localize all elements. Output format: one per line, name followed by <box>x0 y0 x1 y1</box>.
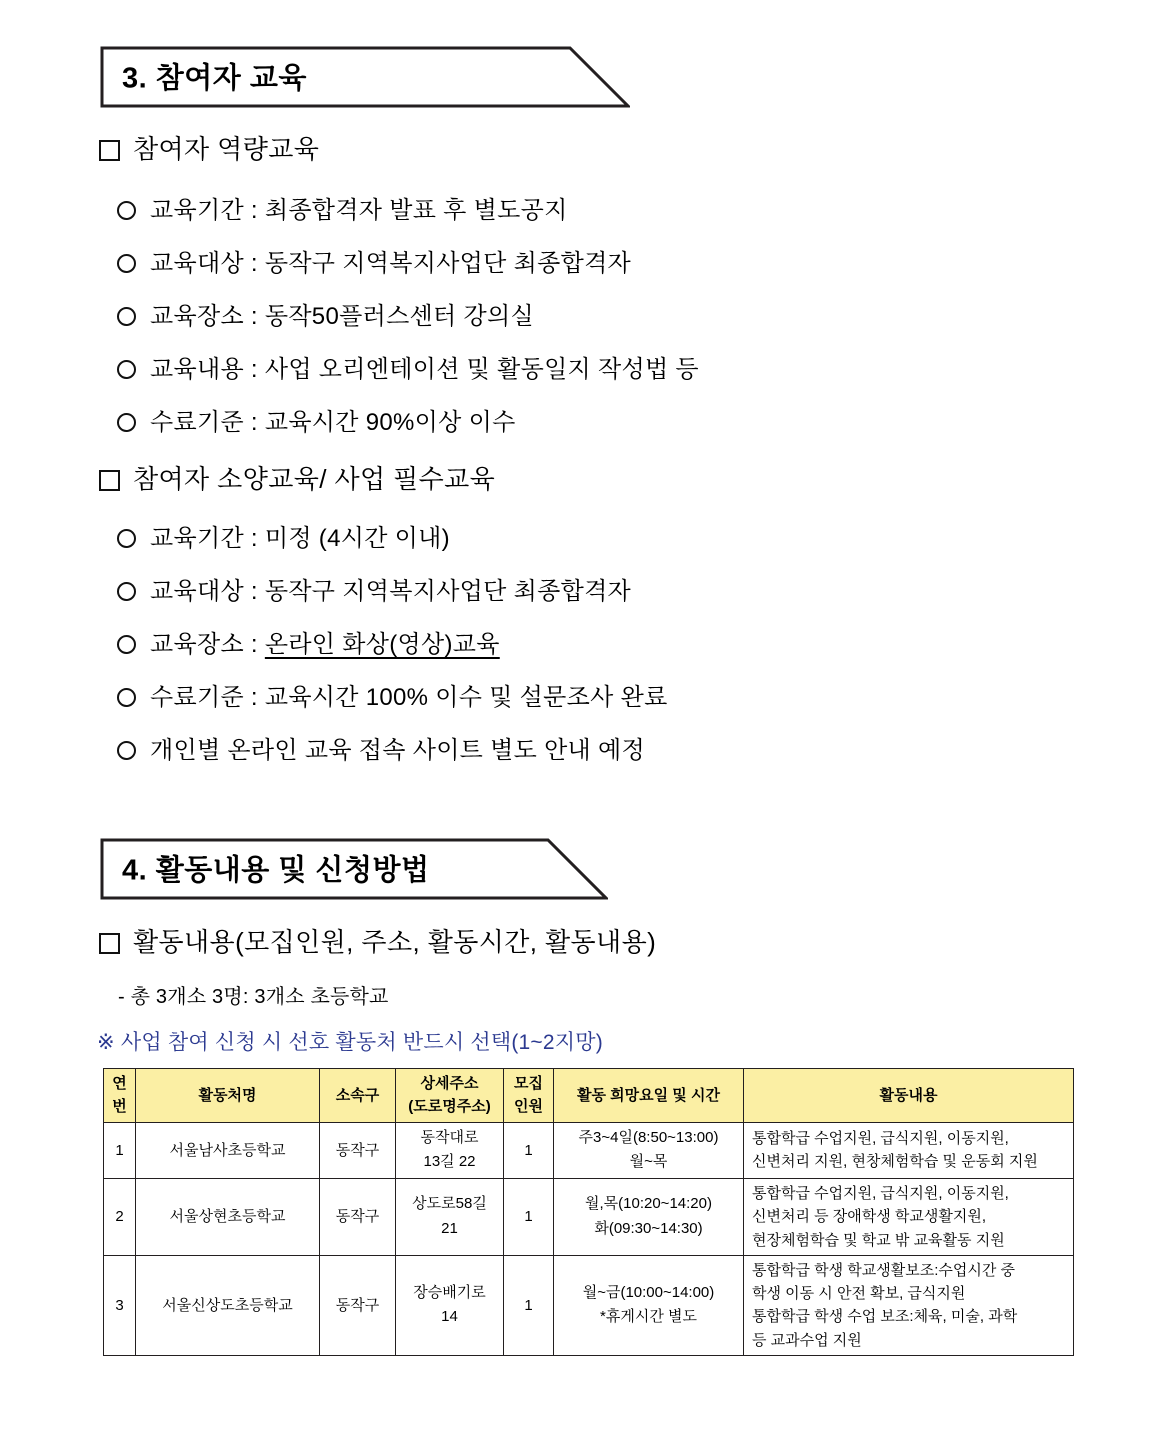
cell-schedule: 월,목(10:20~14:20) 화(09:30~14:30) <box>554 1179 744 1256</box>
cell-recruit-count: 1 <box>504 1122 554 1179</box>
list-item <box>117 518 450 553</box>
list-item <box>117 296 534 331</box>
list-item <box>117 730 645 765</box>
list-item-label: 교육기간 : 미정 (4시간 이내) <box>150 525 450 552</box>
subsection-heading-label: 활동내용(모집인원, 주소, 활동시간, 활동내용) <box>133 927 657 957</box>
cell-recruit-count: 1 <box>504 1255 554 1355</box>
list-item-label: 교육기간 : 최종합격자 발표 후 별도공지 <box>150 197 568 224</box>
column-header-recruit-count: 모집 인원 <box>504 1069 554 1123</box>
circle-bullet-icon <box>117 254 136 273</box>
section-title-4: 4. 활동내용 및 신청방법 <box>122 854 430 887</box>
list-item <box>117 243 631 278</box>
list-item-training-location <box>117 624 500 659</box>
list-item <box>117 190 568 225</box>
cell-no: 1 <box>104 1122 136 1179</box>
table-header-row <box>104 1069 1074 1123</box>
circle-bullet-icon <box>117 413 136 432</box>
list-item-label: 교육내용 : 사업 오리엔테이션 및 활동일지 작성법 등 <box>150 356 699 383</box>
circle-bullet-icon <box>117 741 136 760</box>
activity-summary-note: - 총 3개소 3명: 3개소 초등학교 <box>118 986 389 1008</box>
list-item <box>117 677 668 712</box>
cell-schedule: 월~금(10:00~14:00) *휴게시간 별도 <box>554 1255 744 1355</box>
list-item-label: 교육대상 : 동작구 지역복지사업단 최종합격자 <box>150 250 632 277</box>
square-bullet-icon <box>99 933 120 954</box>
list-item-label: 수료기준 : 교육시간 100% 이수 및 설문조사 완료 <box>150 684 668 711</box>
cell-address: 장승배기로 14 <box>396 1255 504 1355</box>
cell-schedule: 주3~4일(8:50~13:00) 월~목 <box>554 1122 744 1179</box>
training-location-prefix: 교육장소 : <box>150 631 265 658</box>
square-bullet-icon <box>99 140 120 161</box>
cell-district: 동작구 <box>320 1179 396 1256</box>
circle-bullet-icon <box>117 307 136 326</box>
cell-address: 동작대로 13길 22 <box>396 1122 504 1179</box>
cell-no: 3 <box>104 1255 136 1355</box>
subsection-heading-activity-details <box>99 922 656 959</box>
cell-place: 서울남사초등학교 <box>136 1122 320 1179</box>
circle-bullet-icon <box>117 688 136 707</box>
cell-address: 상도로58길 21 <box>396 1179 504 1256</box>
activity-table <box>103 1068 1074 1356</box>
activity-table-container <box>103 1068 1074 1356</box>
column-header-district: 소속구 <box>320 1069 396 1123</box>
circle-bullet-icon <box>117 360 136 379</box>
section-banner-3 <box>100 46 630 108</box>
column-header-schedule: 활동 희망요일 및 시간 <box>554 1069 744 1123</box>
section-title-3: 3. 참여자 교육 <box>122 62 307 95</box>
cell-district: 동작구 <box>320 1255 396 1355</box>
list-item <box>117 571 631 606</box>
list-item-label: 개인별 온라인 교육 접속 사이트 별도 안내 예정 <box>150 737 645 764</box>
circle-bullet-icon <box>117 582 136 601</box>
table-row <box>104 1122 1074 1179</box>
cell-recruit-count: 1 <box>504 1179 554 1256</box>
subsection-heading-label: 참여자 소양교육/ 사업 필수교육 <box>133 464 496 494</box>
list-item-label: 교육대상 : 동작구 지역복지사업단 최종합격자 <box>150 578 632 605</box>
table-row <box>104 1179 1074 1256</box>
preference-selection-note: ※ 사업 참여 신청 시 선호 활동처 반드시 선택(1~2지망) <box>97 1031 603 1054</box>
training-location-underlined-value: 온라인 화상(영상)교육 <box>264 631 500 658</box>
cell-no: 2 <box>104 1179 136 1256</box>
subsection-heading-participant-basic-training <box>99 459 495 496</box>
circle-bullet-icon <box>117 201 136 220</box>
list-item-label: 수료기준 : 교육시간 90%이상 이수 <box>150 409 516 436</box>
column-header-place: 활동처명 <box>136 1069 320 1123</box>
list-item-label: 교육장소 : 동작50플러스센터 강의실 <box>150 303 534 330</box>
column-header-description: 활동내용 <box>744 1069 1074 1123</box>
table-row <box>104 1255 1074 1355</box>
subsection-heading-participant-competency <box>99 129 319 166</box>
list-item-label <box>150 624 500 659</box>
list-item <box>117 349 699 384</box>
section-banner-4 <box>100 838 608 900</box>
column-header-no: 연 번 <box>104 1069 136 1123</box>
cell-place: 서울신상도초등학교 <box>136 1255 320 1355</box>
cell-district: 동작구 <box>320 1122 396 1179</box>
circle-bullet-icon <box>117 635 136 654</box>
column-header-address: 상세주소 (도로명주소) <box>396 1069 504 1123</box>
cell-description: 통합학급 학생 학교생활보조:수업시간 중 학생 이동 시 안전 확보, 급식지원 통합학급 학생 수업 보조:체육, 미술, 과학 등 교과수업 지원 <box>744 1255 1074 1355</box>
square-bullet-icon <box>99 470 120 491</box>
cell-place: 서울상현초등학교 <box>136 1179 320 1256</box>
subsection-heading-label: 참여자 역량교육 <box>133 134 320 164</box>
cell-description: 통합학급 수업지원, 급식지원, 이동지원, 신변처리 지원, 현창체험학습 및 운동회 지원 <box>744 1122 1074 1179</box>
list-item <box>117 402 516 437</box>
circle-bullet-icon <box>117 529 136 548</box>
cell-description: 통합학급 수업지원, 급식지원, 이동지원, 신변처리 등 장애학생 학교생활지원, 현장체험학습 및 학교 밖 교육활동 지원 <box>744 1179 1074 1256</box>
